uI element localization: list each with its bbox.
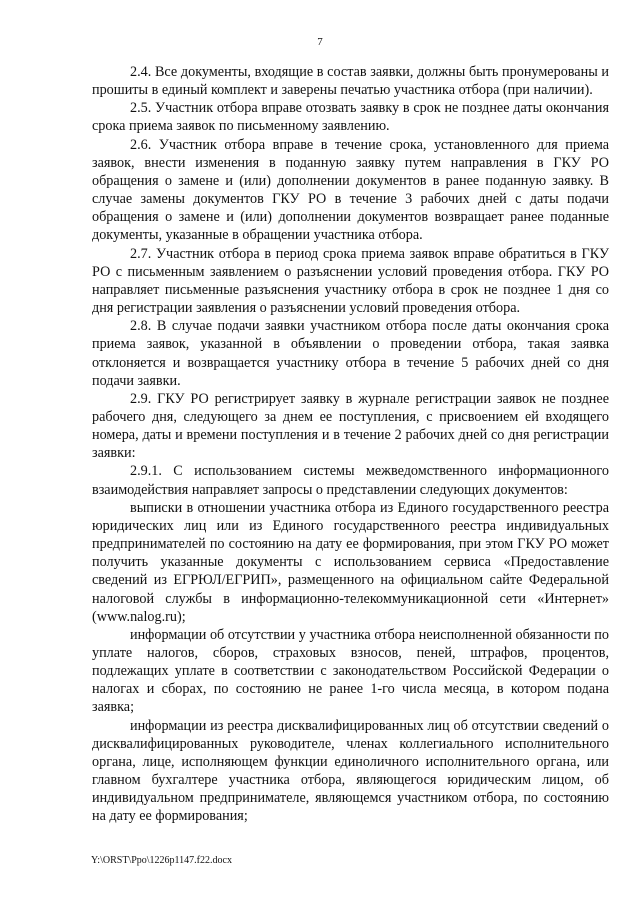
paragraph-2-8: 2.8. В случае подачи заявки участником отбора после даты окончания срока приема заявок, указанной в объявлении о проведении отбора, такая заявка отклоняется и возвращается участнику отбора в течение 5 рабочих дней со дня подачи заявки.	[92, 318, 609, 389]
paragraph-2-9: 2.9. ГКУ РО регистрирует заявку в журнале регистрации заявок не позднее рабочего дня, следующего за днем ее поступления, с присвоением ей входящего номера, даты и времени поступления и в течение 2 рабочих дней со дня регистрации заявки:	[92, 390, 609, 462]
list-item-tax-info: информации об отсутствии у участника отбора неисполненной обязанности по уплате налогов, сборов, страховых взносов, пеней, штрафов, процентов, подлежащих уплате в соответствии с законодательством Российской Федерации о налогах и сборах, по состоянию не ранее 1-го числа месяца, в котором подана заявка;	[92, 626, 609, 716]
paragraph-2-6: 2.6. Участник отбора вправе в течение срока, установленного для приема заявок, внести изменения в поданную заявку путем направления в ГКУ РО обращения о замене и (или) дополнении документов в ранее поданную заявку. В случае замены документов ГКУ РО в течение 3 рабочих дней с даты подачи обращения о замене и (или) дополнении документов возвращает ранее поданные документы, указанные в обращении участника отбора.	[92, 136, 609, 244]
paragraph-2-5: 2.5. Участник отбора вправе отозвать заявку в срок не позднее даты окончания срока приема заявок по письменному заявлению.	[92, 100, 609, 135]
footer-file-path: Y:\ORST\Ppo\1226p1147.f22.docx	[91, 855, 232, 866]
document-body	[92, 63, 609, 826]
paragraph-2-4: 2.4. Все документы, входящие в состав заявки, должны быть пронумерованы и прошиты в единый комплект и заверены печатью участника отбора (при наличии).	[92, 64, 609, 99]
page-number: 7	[317, 36, 323, 48]
list-item-disqualified-registry: информации из реестра дисквалифицированных лиц об отсутствии сведений о дисквалифицированных руководителе, членах коллегиального исполнительного органа, лице, исполняющем функции единоличного исполнительного органа, или главном бухгалтере участника отбора, являющегося юридическим лицом, об индивидуальном предпринимателе, являющемся участником отбора, по состоянию на дату ее формирования;	[92, 717, 609, 825]
list-item-egrul-extract: выписки в отношении участника отбора из Единого государственного реестра юридических лиц или из Единого государственного реестра индивидуальных предпринимателей по состоянию на дату ее формирования, при этом ГКУ РО может получить указанные документы с использованием сервиса «Предоставление сведений из ЕГРЮЛ/ЕГРИП», размещенного на официальном сайте Федеральной налоговой службы в информационно-телекоммуникационной сети «Интернет» (www.nalog.ru);	[92, 499, 609, 625]
paragraph-2-9-1: 2.9.1. С использованием системы межведомственного информационного взаимодействия направляет запросы о представлении следующих документов:	[92, 463, 609, 498]
paragraph-2-7: 2.7. Участник отбора в период срока приема заявок вправе обратиться в ГКУ РО с письменным заявлением о разъяснении условий проведения отбора. ГКУ РО направляет письменные разъяснения участнику отбора в срок не позднее 1 дня со дня регистрации заявления о разъяснении условий проведения отбора.	[92, 245, 609, 317]
